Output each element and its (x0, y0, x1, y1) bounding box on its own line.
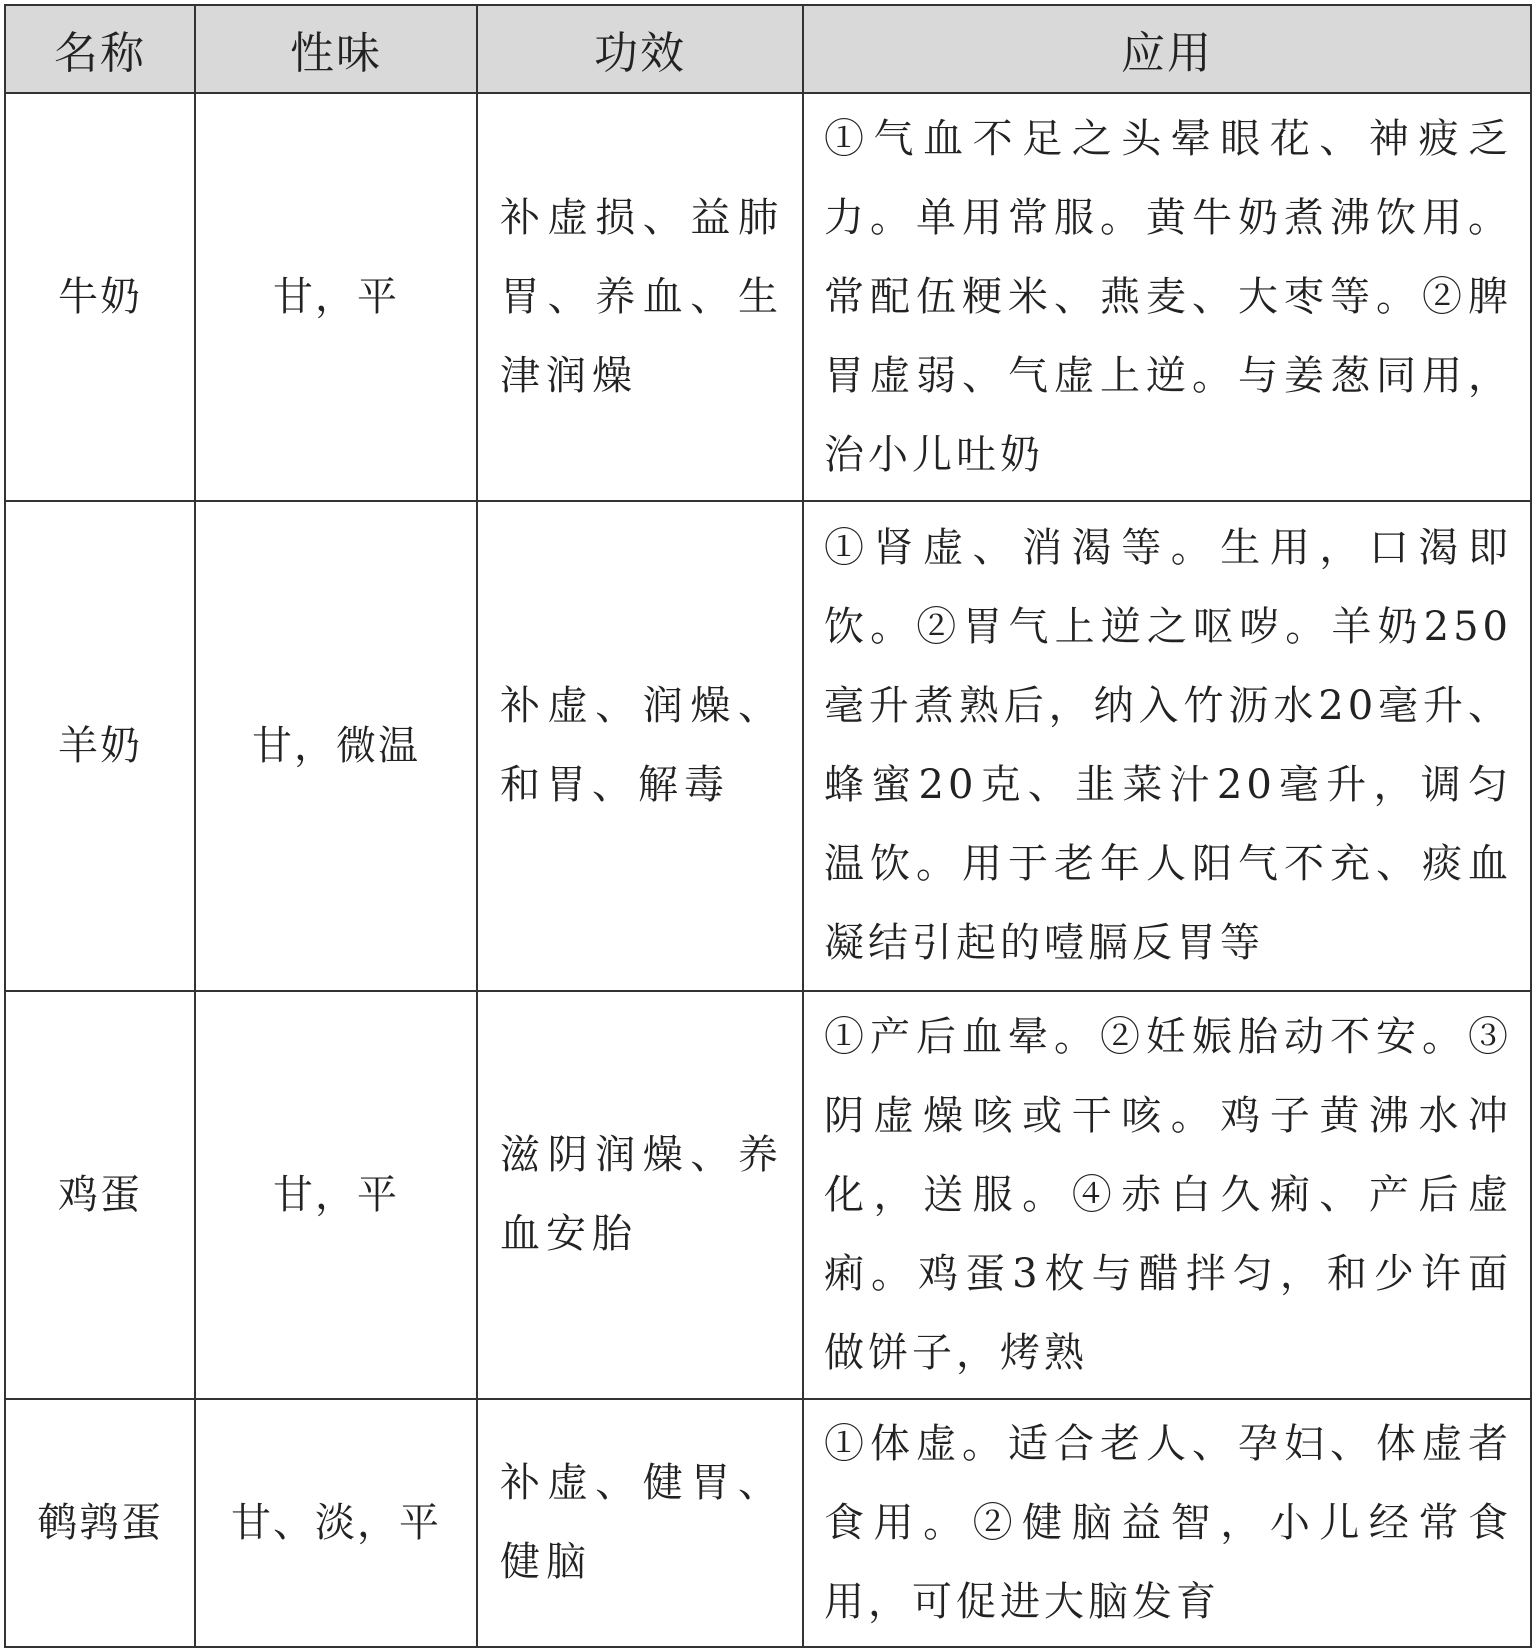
header-row (5, 5, 1531, 93)
cell-application: ①肾虚、消渴等。生用，口渴即饮。②胃气上逆之呕哕。羊奶250毫升煮熟后，纳入竹沥水20毫升、蜂蜜20克、韭菜汁20毫升，调匀温饮。用于老年人阳气不充、痰血凝结引起的噎膈反胃等 (803, 501, 1531, 991)
header-name: 名称 (5, 5, 195, 93)
table-row (5, 991, 1531, 1399)
table-row (5, 93, 1531, 501)
cell-name: 羊奶 (5, 501, 195, 991)
header-effect: 功效 (477, 5, 803, 93)
table-row (5, 501, 1531, 991)
header-taste: 性味 (195, 5, 477, 93)
cell-application: ①气血不足之头晕眼花、神疲乏力。单用常服。黄牛奶煮沸饮用。常配伍粳米、燕麦、大枣等。②脾胃虚弱、气虚上逆。与姜葱同用，治小儿吐奶 (803, 93, 1531, 501)
header-application: 应用 (803, 5, 1531, 93)
cell-name: 鹌鹑蛋 (5, 1399, 195, 1647)
cell-taste: 甘，平 (195, 991, 477, 1399)
cell-effect: 补虚、健胃、健脑 (477, 1399, 803, 1647)
cell-effect: 补虚损、益肺胃、养血、生津润燥 (477, 93, 803, 501)
cell-name: 鸡蛋 (5, 991, 195, 1399)
cell-application: ①产后血晕。②妊娠胎动不安。③阴虚燥咳或干咳。鸡子黄沸水冲化，送服。④赤白久痢、产后虚痢。鸡蛋3枚与醋拌匀，和少许面做饼子，烤熟 (803, 991, 1531, 1399)
cell-effect: 滋阴润燥、养血安胎 (477, 991, 803, 1399)
cell-application: ①体虚。适合老人、孕妇、体虚者食用。②健脑益智，小儿经常食用，可促进大脑发育 (803, 1399, 1531, 1647)
table-body (5, 93, 1531, 1647)
cell-taste: 甘、淡，平 (195, 1399, 477, 1647)
cell-taste: 甘，微温 (195, 501, 477, 991)
cell-taste: 甘，平 (195, 93, 477, 501)
cell-name: 牛奶 (5, 93, 195, 501)
cell-effect: 补虚、润燥、和胃、解毒 (477, 501, 803, 991)
table-header (5, 5, 1531, 93)
table-row (5, 1399, 1531, 1647)
food-therapy-table (4, 4, 1532, 1648)
